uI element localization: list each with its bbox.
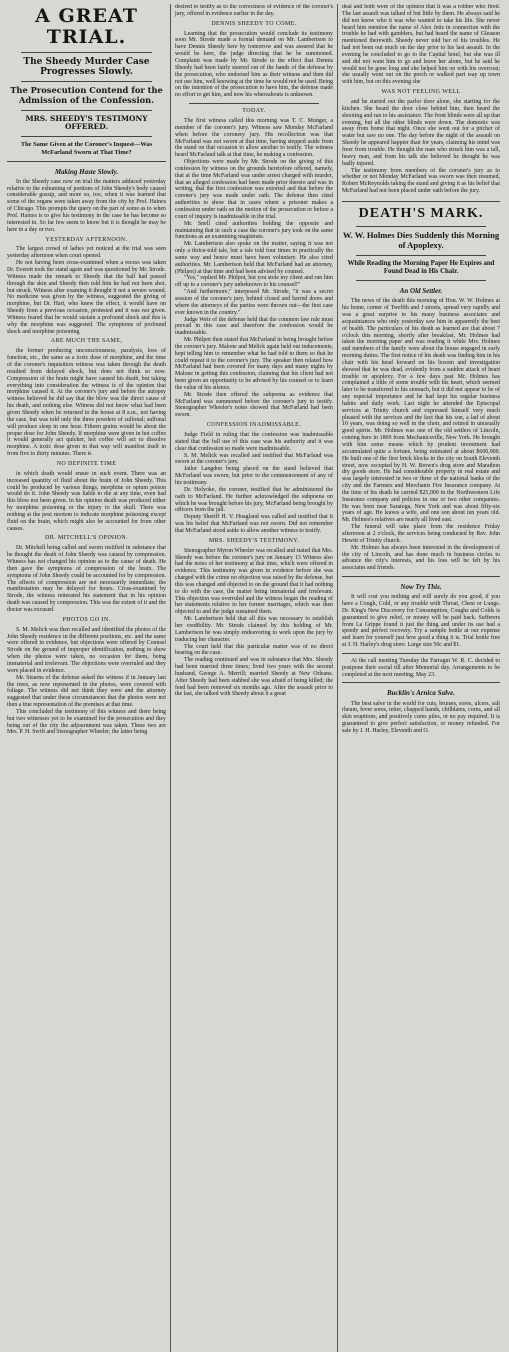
headline-great-trial: A GREAT TRIAL. [35, 5, 138, 48]
subhead-yesterday: YESTERDAY AFTERNOON. [45, 236, 128, 243]
paragraph: The testimony from members of the coroner's jury as to whether or not Monday McFarland was sworn was then resumed, Robert McReynolds taking the stand and giving it as his belief that McFarland had not been placed under oath before the jury. [342, 167, 500, 195]
paragraph: Mr. Lambertson held that all this was necessary to establish her credibility. Mr. Strode claimed by this holding of Mr. Lambertson he was simply endeavoring to work upon the jury by traducing her character. [175, 616, 333, 643]
subhead-sheedy-case: The Sheedy Murder Case Progresses Slowly. [23, 56, 150, 78]
paragraph: In the Sheedy case now on trial the matters adduced yesterday relative to the exhuming of portions of John Sheedy's body caused considerable gossip, and more so, too, when it was learned that some of the organs were taken away from the city by Prof. Haines of Chicago. This prompts the query on the part of some as to when Prof. Haines is to give his testimony in the case he has become so interested in. So far few seem to know but it is thought he may be here in a day or two. [7, 178, 166, 233]
paragraph: desired to testify as to the correctness of evidence of the coroner's jury, offered in evidence earlier in the day. [175, 4, 333, 17]
obituary-article [342, 201, 500, 572]
paragraph: Mr. Snell cited authorities holding the opposite and maintaining that in such a case the coroner's jury took on the same functions as an examining magistrate. [175, 220, 333, 241]
paragraph: "Yes," replied Mr. Philpot, but you stole my client and run him off up to a coroner's jury unbeknown to his counsel!" [175, 275, 333, 289]
subhead-holmes-dies: W. W. Holmes Dies Suddenly this Morning of Apoplexy. [342, 230, 500, 250]
paragraph: Mr. Stearns of the defense asked the witness if in January last the trees, as now represented in the photos, were covered with foliage. The witness did not think they were and the attorney suggested that under these circumstances that the photos were not then a true representation of the premises at that time. [7, 674, 166, 709]
paragraph: Dr. Holyoke, the coroner, testified that he administered the oath to McFarland. He further acknowledged the subpoena on which he was brought before his jury, McFarland being brought by officers from the jail. [175, 486, 333, 514]
subhead-mrs-sheedy-testimony: MRS. SHEEDY'S TESTIMONY OFFERED. [25, 113, 148, 132]
subhead-confession-inadmissable: CONFESSION INADMISSABLE. [206, 422, 302, 429]
section-now-try-this: Now Try This. [400, 583, 442, 592]
column-1 [3, 4, 170, 1352]
paragraph: Mr. Lambertson also spoke on the matter, saying it was not only a thrice-told tale, but a tale told four times in practically the same way and hence must have been voluntary. He also cited authorities. Mr. Lambertson held that McFarland had an attorney, (Philpot) at that time and had been advised by counsel. [175, 241, 333, 275]
paragraph: It will cost you nothing and will surely do you good, if you have a Cough, Cold, or any trouble with Throat, Chest or Lungs. Dr. King's New Discovery for Consumption, Coughs and Colds is guaranteed to give relief, or money will be paid back. Sufferers from La Grippe found it just the thing and under its use had a speedy and perfect recovery. Try a sample bottle at our expense and learn for yourself just how good a thing it is. Trial bottle free at J. H. Harley's drug store. Large size 50c and $1. [342, 594, 500, 649]
paragraph: in which death would ensue in such event. There was an increased quantity of fluid about the brain of John Sheedy. This could be produced by various things, morphine or opium poison would do it. John Sheedy was liable to die at any time, even had this blow not been given. In his opinion death was produced either by morphine poisoning or the injury to the skull. There was nothing at the post mortem to indicate morphine poisoning except fluid on the brain, which might also be accounted for from other causes. [7, 470, 166, 532]
paragraph: The news of the death this morning of Hon. W. W. Holmes at his home, corner of Twelfth and J streets, spread very rapidly and was a great surprise to his many business associates and acquaintances who only yesterday saw him in apparently the best of health. The particulars of his death as learned are that about 7 o'clock this morning, shortly after breakfast, Mr. Holmes had taken the morning paper and was reading it while Mrs. Holmes and members of the family were about the house engaged in early morning duties. The first notice of his death was finding him in his chair with his head forward on his bosom and investigation showed that he was dead, evidently from a sudden attack of heart trouble or apoplexy. For a few days past Mr. Holmes has complained a little of some trouble with his heart, which seemed later to be transferred to his stomach, but it did not appear to be of any especial importance and he had kept his regular business habits and daily work. Last night he attended the Episcopal services at Trinity church and expressed himself very much pleased with the services and the fact that his son, a lad of about 10 years, was doing so well in the choir, and retired in unusually good spirits. Mr. Holmes was one of the old settlers of Lincoln, coming here in 1869 from Mechanicsville, New York. He brought with him some means which by prudent investment had accumulated quite a fortune, being estimated at about $600,000. He built one of the first brick blocks in the city on South Eleventh street, now occupied by H. W. Brown's drug store and Marathon dry goods store. He had considerable property in real estate and was largely interested in two or three of the national banks of the city and the Farmers and Merchants Fire Insurance company. At the time of his death he carried $25,000 in the Northwestern Life Insurance company and policies in one or two other companies. He was born near Saratoga, New York and was about fifty-six years of age. He leaves a wife, and one son about ten years old. Mr. Holmes's relatives are nearly all lived east. [342, 298, 500, 524]
paragraph: The largest crowd of ladies yet noticed at the trial was seen yesterday afternoon when court opened. [7, 246, 166, 260]
subhead-photos: PHOTOS GO IN. [62, 616, 111, 623]
section-arnica-salve: Bucklin's Arnica Salve. [386, 689, 455, 698]
column-3 [337, 4, 504, 1352]
subhead-mrs-sheedy: MRS. SHEEDY'S TESTIMONY. [208, 537, 300, 544]
subhead-dennis-sheedy: DENNIS SHEEDY TO COME. [211, 20, 297, 27]
subhead-reading-paper: While Reading the Morning Paper He Expires and Found Dead in His Chair. [347, 259, 495, 276]
divider [21, 52, 152, 53]
divider [21, 136, 152, 137]
divider [342, 201, 500, 202]
paragraph: Dr. Mitchell being called and sworn testified in substance that he thought the death of John Sheedy was caused by compression. Witness has not changed his opinion as to the cause of death. He then gave the symptoms of compression of the brain. The symptoms of John Sheedy could be accounted for by compression. The effects of compression are not necessarily immediate; the manifestation may be delayed for hours. Cross-examined by Strode, the witness reiterated his statement that in his opinion death was caused by compression. This was the extent of it and the doctor was excused. [7, 545, 166, 613]
paragraph: Deputy Sheriff H. V. Hoagland was called and testified that it was his belief that McFarland was not sworn. Did not remember that McFarland stood aside to allow another witness to testify. [175, 514, 333, 534]
paragraph: Judge Field in ruling that the confession was inadmissable stated that the full use of this case was his authority and it was clear that confession so made were inadmissable. [175, 432, 333, 452]
section-making-haste: Making Haste Slowly. [54, 167, 119, 176]
paragraph: At the call meeting Tuesday the Farragut W. R. C. decided to postpone their social till after Memorial day. Arrangements to be completed at the next meeting, May 23. [342, 657, 500, 678]
divider [356, 226, 486, 227]
subhead-much-the-same: ARE MUCH THE SAME, [50, 338, 123, 345]
paragraph: deal and both were of the opinion that it was a robber who fired. The last assault was talked of but little by them. He always said he did not know who it was who wanted to take his life. She never heard him mention the name of Alex Jetts in connection with the trouble he had with gamblers, but had heard the name of Gleason mentioned therewith. Sheedy never told her of his troubles. He had not been out much on the day prior to his last assault. In the evening he concluded to go to the Capital hotel, but she was ill and did not want him to go and leave her alone, but he said he would not be gone long and she helped him on with his overcoat; she usually went out on the porch or walked part way up town with him, but on this evening she [342, 4, 500, 86]
paragraph: S. M. Melick was then recalled and identified the photos of the John Sheedy residence in the different positions, etc. and the same were offered in evidence, but objections were offered by Counsel Strode on the ground of improper identification, nothing to show when the photos were taken, no occasion for them, being immaterial and irrelevant. The objections were overruled and they were placed in evidence. [7, 626, 166, 674]
subhead-not-feeling-well: WAS NOT FEELING WELL [381, 89, 461, 96]
paragraph: "And furthermore," interposed Mr. Strode, "it was a secret session of the coroner's jury, behind closed and barred doors and where the attorneys of the parties were thrown out—the first case ever known in the country." [175, 289, 333, 316]
paragraph: Mr. Holmes has always been interested in the development of the city of Lincoln, and has done much in business circles to advance the city's interests, and his loss will be felt by his associates and friends. [342, 544, 500, 572]
subhead-prosecution: The Prosecution Contend for the Admission of the Confession. [10, 85, 163, 105]
paragraph: Mr. Strode then offered the subpoena as evidence that McFarland was summoned before the coroner's jury to testify. Stenographer Wheeler's notes showed that McFarland had been sworn. [175, 391, 333, 419]
paragraph: Objections were made by Mr. Strode on the giving of this confession by witness on the grounds heretofore offered, namely, that at the time McFarland was under arrest charged with murder, that an alleged confession had been made prior thereto and was in writing, that the first confession was extorted and that before the coroner's jury was made under oath. The defense then cited authorities to show that in cases where a prisoner makes a confession under oath on the motion of the prosecution or before a court of inquiry is inadmissable in the trial. [175, 159, 333, 220]
subhead-today: TODAY. [242, 108, 266, 115]
section-old-settler: An Old Settler. [399, 287, 443, 296]
headline-deaths-mark: DEATH'S MARK. [358, 205, 484, 221]
paragraph: Mr. Philpot then stated that McFarland in being brought before the coroner's jury. Malone and Melick again held out inducements, kept telling him to remember what he had told to them so that he could repeat it to the coroner's jury. The speaker then related how McFarland had been covered for many days and many nights by Malone in getting this confession, claiming that his client had not been given an opportunity to be advised by his counsel or to learn the value of his silence. [175, 337, 333, 391]
subhead-no-definite-time: NO DEFINITE TIME [56, 460, 117, 467]
subhead-coroner-inquest: The Same Given at the Coroner's Inquest—Was McFarland Sworn at That Time? [20, 141, 153, 156]
divider [21, 110, 152, 111]
paragraph: the former producing unconsciousness, paralysis, loss of function, etc., the same as a toxic dose of morphine, and the time of the coroner's inquisition witness was taken through the death resulted from delayed shock, but does not think so now. Compression of the brain might have caused his death, but taking everything into consideration the witness is of the opinion that morphine caused it. At the coroner's jury and before the autopsy witness believed he did say that the blow was the direct cause of his death, and nothing else. Witness did not know what had been given Sheedy when he returned to the house at 8 a.m., not having the case, but was told only the three powders of sulfonal; sulfonal will produce sleep in one hour. Fifteen grains would be about the proper dose for John Sheedy. If morphine were given in hot coffee it would generally act quicker, hot coffee will act to dissolve morphine. A toxic dose given in that way will manifest itself in from five to thirty minutes. There is [7, 348, 166, 458]
divider [356, 255, 486, 256]
paragraph: Stenographer Myron Wheeler was recalled and stated that Mrs. Sheedy was before the coroner's jury on January 13 Witness also had the notes of her testimony at that time, which were offered in evidence. This testimony was given in evidence before she was charged with the crime no objection was raised by the defense, but this was changed and objected to on the ground that it had nothing to do with the case, the matter being immaterial and irrelevant. This objection was overruled and the witness began the reading of her statements relative to her former marriages, which was then objected to and the judge sustained them. [175, 547, 333, 616]
paragraph: The court held that this particular matter was of no direct bearing on the case. [175, 643, 333, 657]
divider [342, 576, 500, 577]
divider [342, 682, 500, 683]
paragraph: Judge Weir of the defense held that the common law rule must prevail in this case and therefore the confession would be inadmissable. [175, 316, 333, 337]
paragraph: The funeral will take place from the residence Friday afternoon at 2 o'clock, the services being conducted by Rev. John Hewitt of Trinity church. [342, 524, 500, 544]
divider [21, 81, 152, 82]
divider [7, 161, 166, 162]
subhead-mitchell-opinion: DR. MITCHELL'S OPINION. [45, 535, 128, 542]
divider [356, 280, 486, 281]
paragraph: and he started out the parlor door alone, she starting for the kitchen. She heard the door close behind him, then heard the shooting and ran to his assistance. The front blinds were all up that evening, but all the other blinds were down. The domestic was away from home that night. Once she went out for a pitcher of water but saw no one. The day before the night of the assault on Sheedy he appeared happier than for years, claiming his mind was freer from trouble. He thought the man who struck him was a tall, heavy man, and from his talk she believed he thought he was badly injured. [342, 99, 500, 167]
paragraph: This concluded the testimony of this witness and there being but two witnesses yet to be examined for the prosecution and they being out of the city the adjournment was taken. These two are Mrs. P. H. Swift and Stenographer Wheeler, the latter being [7, 708, 166, 736]
paragraph: The reading continued and was in substance that Mrs. Sheedy had been married three times; lived two years with the second husband, George A. Merrill; married Sheedy at New Orleans. After Sheedy had been stabbed she was afraid of being killed; the feed had been removed six months ago. After the assault prior to the last, she talked with Sheedy about it a great [175, 657, 333, 698]
divider [189, 103, 319, 104]
divider [342, 653, 500, 654]
paragraph: Learning that the prosecution would conclude its testimony soon Mr. Strode made a formal demand on Mr. Lambertson to have Dennis Sheedy here by tomorrow and was assured that he would be here, the judge directing that he be summoned. Complaint was made by Mr. Strode to the effect that Dennis Sheedy had been fairly steered out of the hands of the defense by the prosecution, who endorsed him as their witness and then did not use him, well knowing at the time he would not be used. Being on the intention of the prosecution to have him, the defense made no effort to get him, and now his whereabouts is unknown. [175, 30, 333, 99]
paragraph: The best salve in the world for cuts, bruises, sores, ulcers, salt rheum, fever sores, tetter, chapped hands, chilblains, corns, and all skin eruptions, and positively cures piles, or no pay required. It is guaranteed to give perfect satisfaction, or money refunded. For sale by J. H. Harley, Eleventh and O. [342, 700, 500, 734]
column-2 [170, 4, 337, 1352]
paragraph: The first witness called this morning was T. C. Munger, a member of the coroner's jury. Witness saw Monday McFarland when before the coronery jury. His recollection was that McFarland was not sworn at that time, having stepped aside from the stand on that occasion to allow another to testify. The witness heard McFarland talk at that time, he making a confession. [175, 118, 333, 159]
paragraph: S. M. Melick was recalled and testified that McFarland was sworn at the coroner's jury. [175, 452, 333, 466]
paragraph: He not having been cross-examined when a recess was taken Dr. Everett took the stand again and was questioned by Mr. Strode. Witness made the remark to Sheedy that the ball had passed through the skin and Sheedy then told him he had not been shot, but struck. Witness after examing it thought it not a severe wound. No medicine was given by the witness, suggested the giving of morphine, but Dr. Hart, who knew the effect, it would have on Sheedy from a previous occasion, protested and it was not given. Witness feared that he would sustain a profound shock and this is why the morphine was suggested. The symptoms of profound shock and morphine poisoning [7, 260, 166, 335]
paragraph: Jailor Langdon being placed on the stand believed that McFarland was sworn, but prior to the commencement of any of his testimony. [175, 466, 333, 487]
